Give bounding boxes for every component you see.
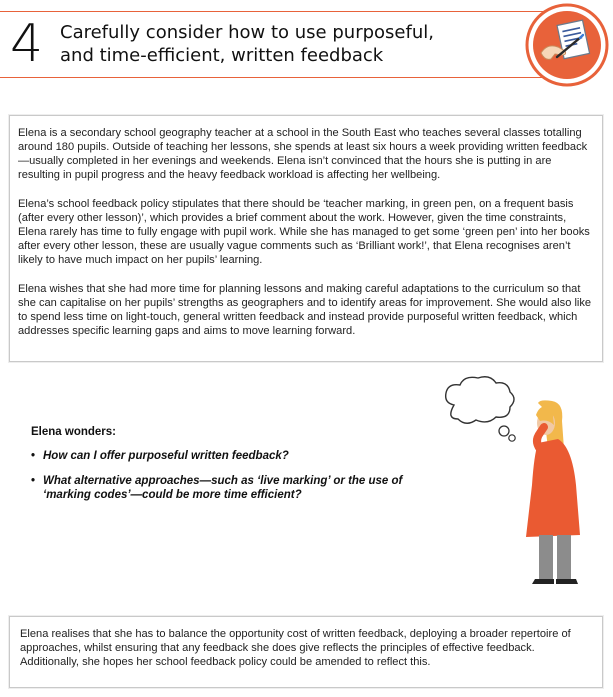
header-top-rule — [0, 11, 586, 12]
wonders-list — [31, 449, 421, 502]
scenario-paragraph-3: Elena wishes that she had more time for planning lessons and making careful adaptations to the curriculum so that she can capitalise on her pupils’ strengths as geographers and to identify areas for improvement. She would also like to spend less time on light-touch, general written feedback and instead provide purposeful written feedback, which addresses specific learning gaps and aims to move learning forward. — [18, 283, 592, 337]
section-title-line1: Carefully consider how to use purposeful, — [60, 22, 434, 43]
thinking-teacher-illustration — [440, 375, 590, 590]
wonders-question: • How can I offer purposeful written feedback? — [31, 449, 421, 463]
header-bottom-rule — [0, 77, 586, 78]
conclusion-text: Elena realises that she has to balance the opportunity cost of written feedback, deploying a broader repertoire of approaches, whilst ensuring that any feedback she does give reflects the principles of effective feedback. Additionally, she hopes her school feedback policy could be amended to reflect this. — [20, 628, 571, 668]
conclusion-box — [9, 616, 603, 688]
feedback-writing-icon — [525, 3, 609, 87]
scenario-box — [9, 115, 603, 362]
scenario-paragraph-2: Elena’s school feedback policy stipulates that there should be ‘teacher marking, in green pen, on a frequent basis (after every other lesson)’, which provides a brief comment about the work. However, given the time constraints, Elena rarely has time to fully engage with pupil work. While she has managed to get some ‘green pen’ into her books after every other lesson, these are usually vague comments such as ‘Brilliant work!’, that Elena recognises aren’t likely to have much impact on her pupils’ learning. — [18, 198, 590, 266]
wonders-question: • What alternative approaches—such as ‘live marking’ or the use of ‘marking codes’—could be more time efficient? — [31, 474, 421, 502]
thought-bubble-icon — [446, 377, 516, 441]
scenario-paragraph-1: Elena is a secondary school geography teacher at a school in the South East who teaches several classes totalling around 180 pupils. Outside of teaching her lessons, she spends at least six hours a week providing written feedback—usually completed in her evenings and weekends. Elena isn’t convinced that the hours she is putting in are resulting in pupil progress and the heavy feedback workload is affecting her wellbeing. — [18, 127, 588, 181]
wonders-section — [31, 426, 421, 513]
section-number: 4 — [10, 14, 44, 74]
section-title-line2: and time-efficient, written feedback — [60, 45, 384, 66]
section-title — [60, 21, 480, 67]
wonders-heading: Elena wonders: — [31, 426, 116, 438]
